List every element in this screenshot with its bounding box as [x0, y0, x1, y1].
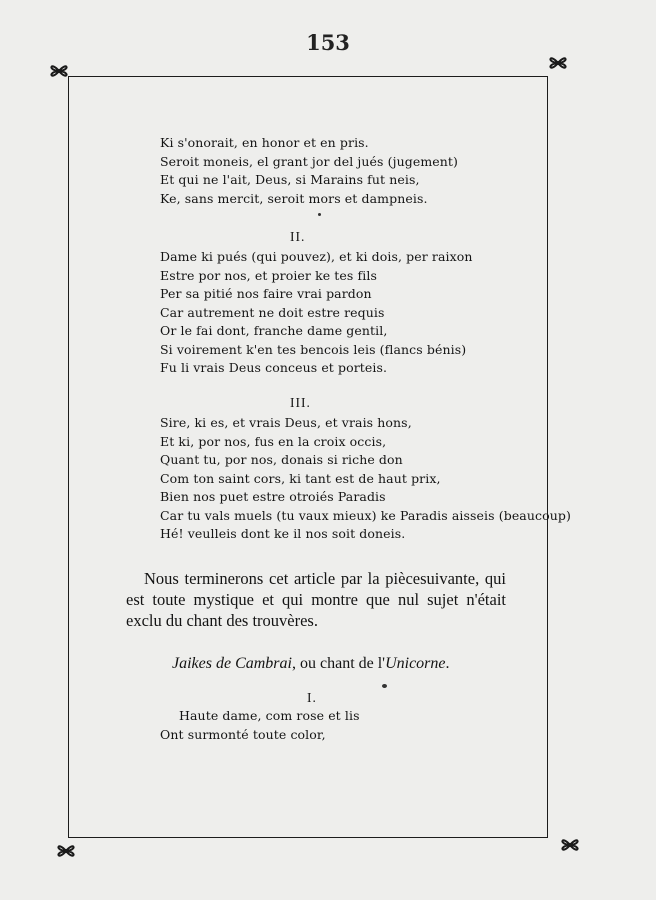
ink-speck	[382, 684, 387, 688]
stanza-2	[160, 248, 473, 378]
page-number: 153	[306, 30, 350, 55]
stanza-3	[160, 414, 571, 544]
poem-title-end: .	[445, 655, 450, 672]
stanza-number: II.	[290, 229, 306, 244]
stanza-number: III.	[290, 395, 311, 410]
stanza-1	[160, 134, 458, 208]
verse-line: Or le fai dont, franche dame gentil,	[160, 323, 388, 338]
verse-line: Sire, ki es, et vrais Deus, et vrais hons,	[160, 415, 412, 430]
verse-line: Ont surmonté toute color,	[160, 726, 326, 742]
stanza-4	[160, 707, 360, 744]
stanza-number: I.	[307, 690, 317, 705]
prose-paragraph	[126, 568, 506, 631]
prose-line: est toute mystique et qui montre que nul sujet n'était	[126, 590, 506, 609]
verse-line: Bien nos puet estre otroiés Paradis	[160, 489, 386, 504]
verse-line: Et ki, por nos, fus en la croix occis,	[160, 433, 387, 449]
verse-line: Com ton saint cors, ki tant est de haut prix,	[160, 470, 441, 486]
corner-ornament-icon	[46, 58, 72, 84]
corner-ornament-icon	[557, 832, 583, 858]
verse-line: Ki s'onorait, en honor et en pris.	[160, 135, 369, 150]
verse-line: Quant tu, por nos, donais si riche don	[160, 452, 403, 467]
verse-line: Et qui ne l'ait, Deus, si Marains fut neis,	[160, 172, 420, 187]
ink-speck	[318, 213, 321, 216]
verse-line: Dame ki pués (qui pouvez), et ki dois, per raixon	[160, 249, 473, 264]
verse-line: Car autrement ne doit estre requis	[160, 304, 385, 320]
verse-line: Estre por nos, et proier ke tes fils	[160, 267, 377, 283]
corner-ornament-icon	[53, 838, 79, 864]
verse-line: Si voirement k'en tes bencois leis (flancs bénis)	[160, 341, 467, 357]
verse-line: Per sa pitié nos faire vrai pardon	[160, 286, 372, 301]
prose-line: exclu du chant des trouvères.	[126, 611, 318, 630]
prose-line: Nous terminerons cet article par la piècesuivante, qui	[144, 569, 506, 588]
poem-subject: Unicorne	[385, 655, 446, 672]
verse-line: Fu li vrais Deus conceus et porteis.	[160, 360, 388, 375]
poem-author: Jaikes de Cambrai	[172, 655, 292, 672]
corner-ornament-icon	[545, 50, 571, 76]
poem-title	[172, 655, 450, 673]
verse-line: Seroit moneis, el grant jor del jués (jugement)	[160, 153, 459, 169]
poem-title-separator: , ou chant de l'	[291, 655, 386, 672]
verse-line: Car tu vals muels (tu vaux mieux) ke Paradis aisseis (beaucoup)	[160, 507, 571, 523]
verse-line: Hé! veulleis dont ke il nos soit doneis.	[160, 526, 406, 541]
verse-line: Ke, sans mercit, seroit mors et dampneis.	[160, 190, 428, 206]
verse-line: Haute dame, com rose et lis	[179, 708, 360, 723]
